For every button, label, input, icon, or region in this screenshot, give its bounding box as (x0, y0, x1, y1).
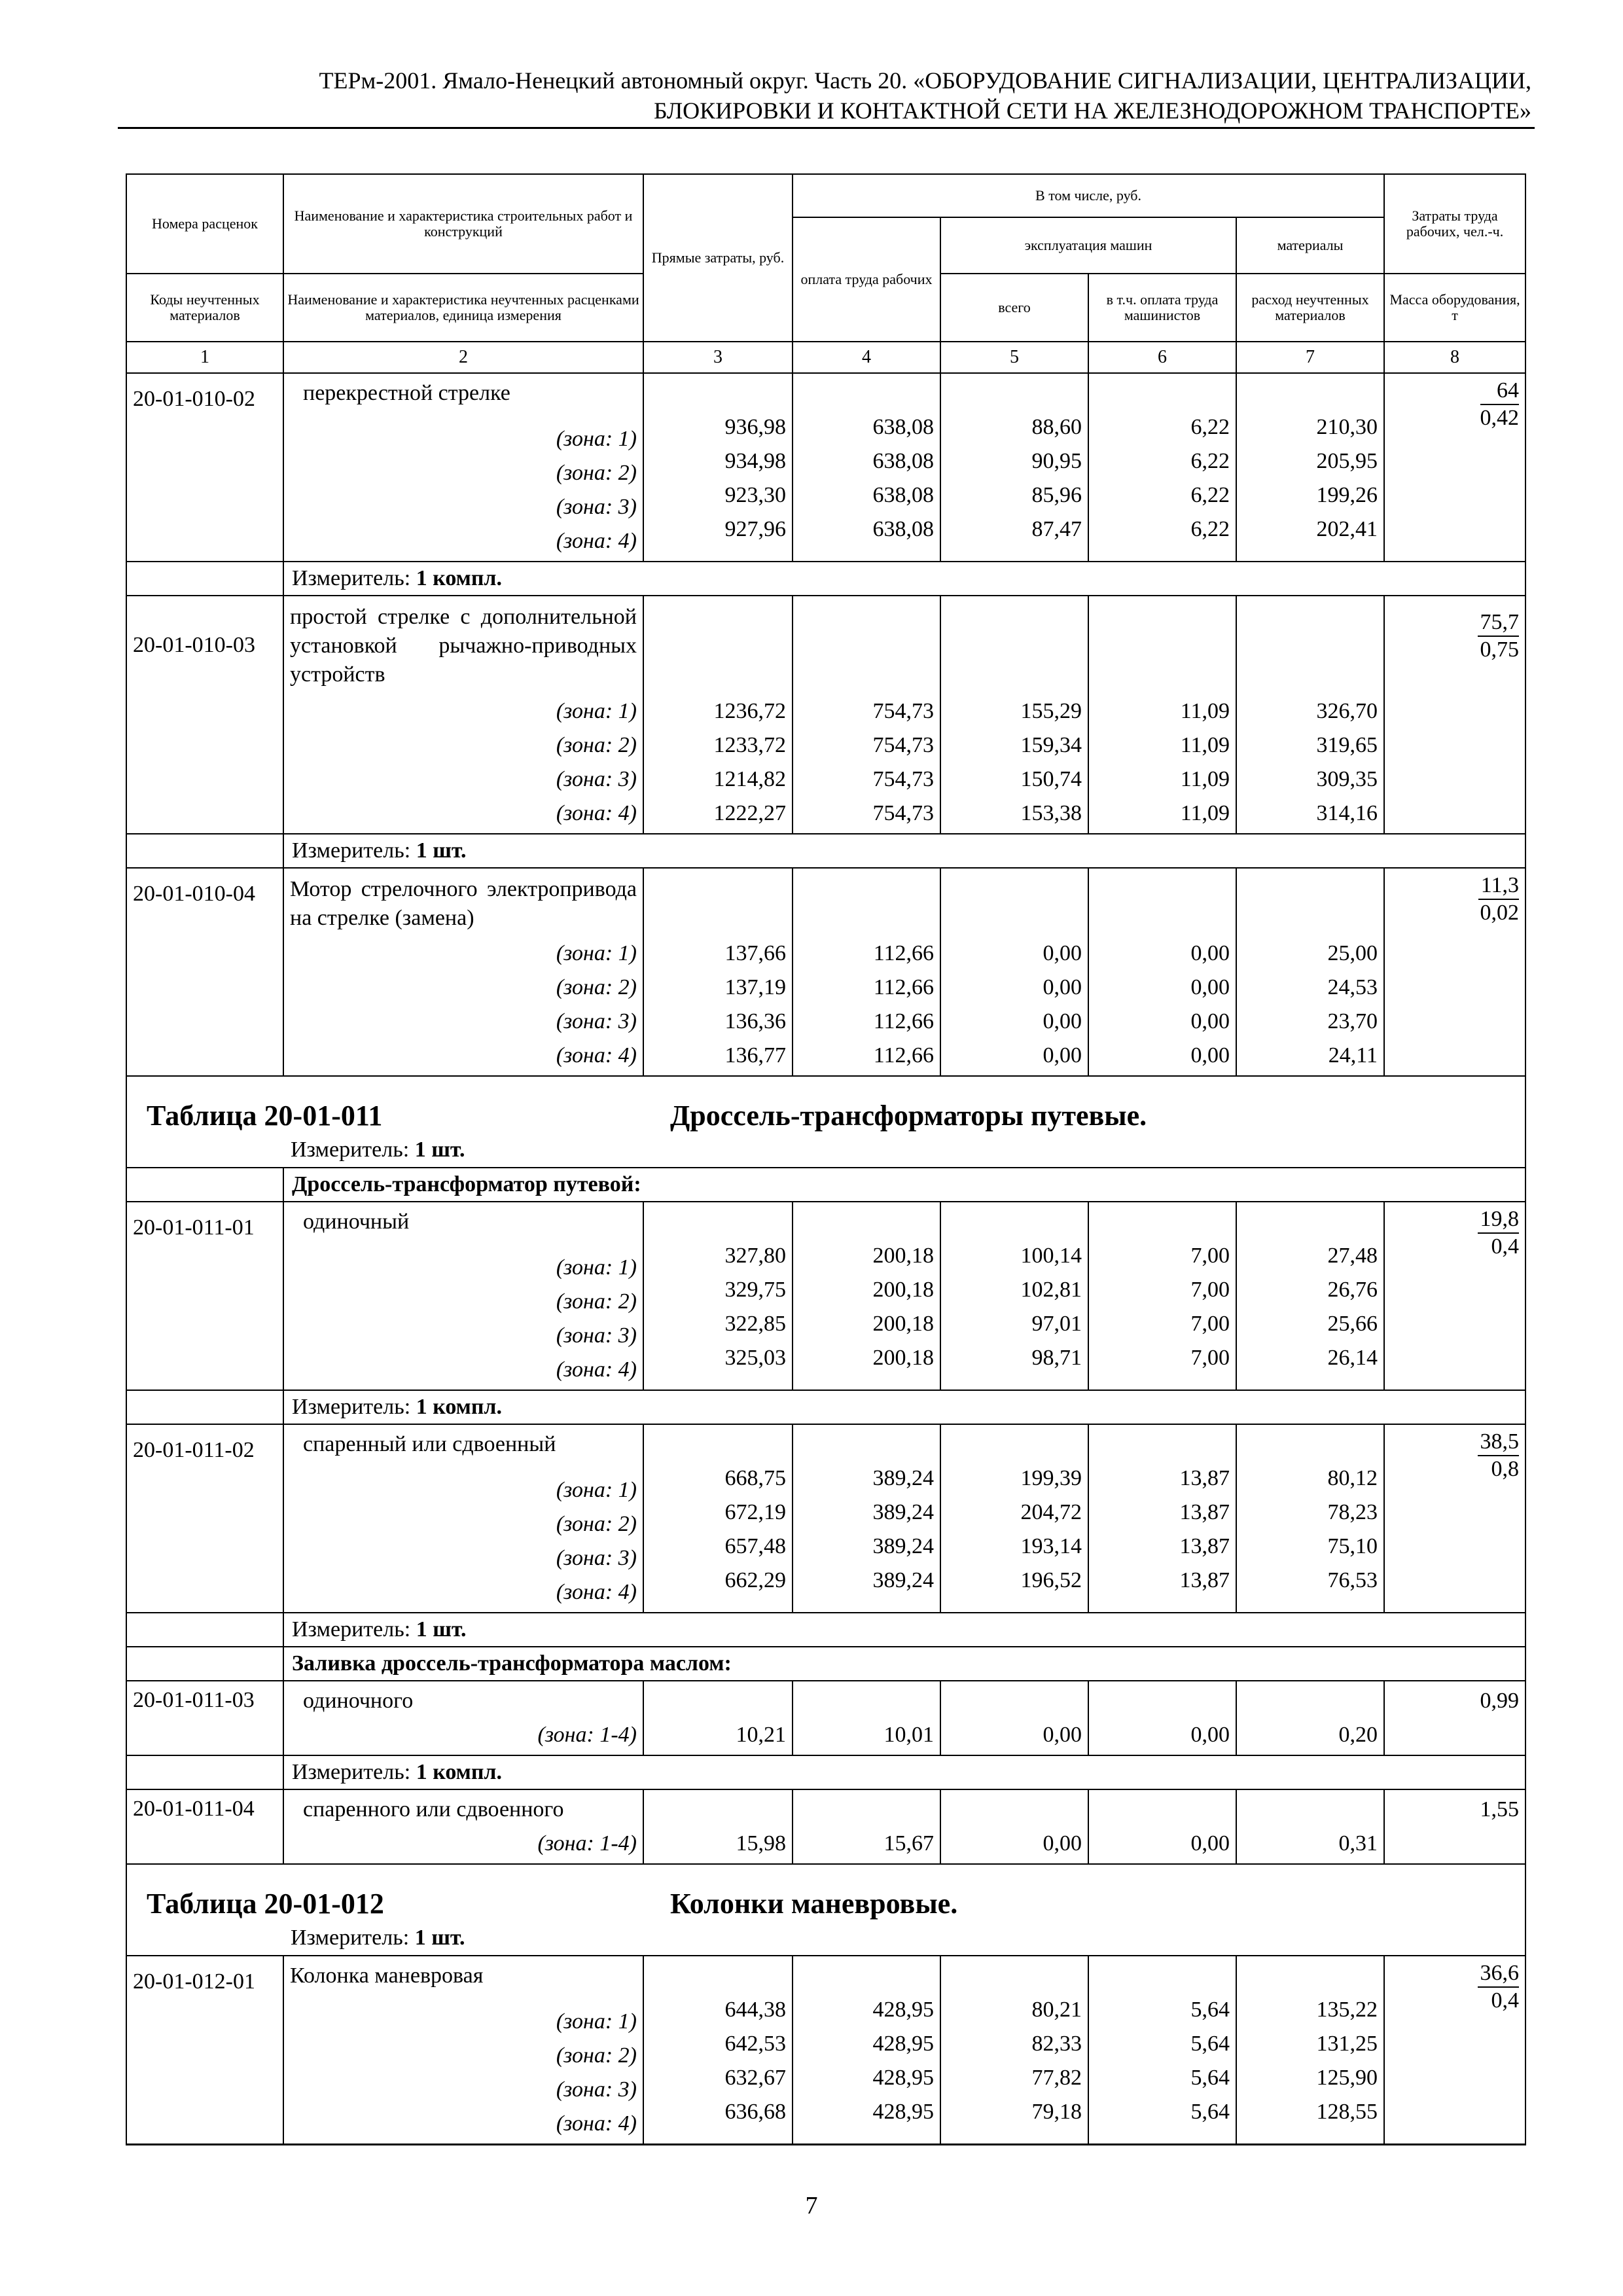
rate-name: Мотор стрелочного электропривода на стрелке (замена) (290, 877, 637, 930)
measure-label: Измеритель: 1 шт. (291, 1138, 465, 1162)
zone-label: (зона: 2) (556, 1289, 637, 1314)
col-header-material-names: Наименование и характеристика неучтенных расценками материалов, единица измерения (283, 274, 643, 342)
rate-name-cell (283, 1424, 643, 1613)
column-number: 8 (1384, 342, 1525, 373)
rate-code: 20-01-011-04 (126, 1789, 283, 1864)
material-costs: 210,30 205,95 199,26 202,41 (1236, 373, 1384, 562)
table-number: Таблица 20-01-012 (147, 1888, 384, 1920)
zone-label: (зона: 1) (556, 941, 637, 965)
zone-label: (зона: 3) (556, 495, 637, 519)
direct-costs: 10,21 (643, 1681, 793, 1755)
table-row (126, 1681, 1525, 1755)
zone-label: (зона: 2) (556, 733, 637, 757)
rates-table (126, 173, 1526, 2145)
measure-row (126, 1390, 1525, 1424)
rate-name: Колонка маневровая (290, 1964, 484, 1988)
header-rule (118, 127, 1535, 129)
operator-costs: 7,00 7,00 7,00 7,00 (1088, 1202, 1236, 1390)
col-header-labor: оплата труда рабочих (793, 217, 940, 342)
labor-costs: 754,73 754,73 754,73 754,73 (793, 596, 940, 834)
table-row (126, 868, 1525, 1076)
labor-mass: $\frac{64}{0,42}$ (1384, 373, 1525, 562)
zone-label: (зона: 3) (556, 767, 637, 791)
direct-costs: 15,98 (643, 1789, 793, 1864)
zone-label: (зона: 1) (556, 2009, 637, 2034)
page-number: 7 (805, 2192, 818, 2219)
table-header-row (126, 174, 1525, 217)
labor-costs: 638,08 638,08 638,08 638,08 (793, 373, 940, 562)
table-row (126, 373, 1525, 562)
rate-name-cell (283, 596, 643, 834)
table-number: Таблица 20-01-011 (147, 1100, 383, 1132)
table-title: Колонки маневровые. (670, 1888, 958, 1920)
zone-label: (зона: 1) (556, 1478, 637, 1502)
direct-costs: 1236,72 1233,72 1214,82 1222,27 (643, 596, 793, 834)
zone-label: (зона: 3) (556, 1009, 637, 1033)
measure-label: Измеритель: 1 компл. (283, 1390, 1525, 1424)
measure-row (126, 1755, 1525, 1789)
operator-costs: 13,87 13,87 13,87 13,87 (1088, 1424, 1236, 1613)
labor-mass: $\frac{11,3}{0,02}$ (1384, 868, 1525, 1076)
labor-costs: 112,66 112,66 112,66 112,66 (793, 868, 940, 1076)
zone-label: (зона: 2) (556, 461, 637, 485)
measure-label: Измеритель: 1 шт. (283, 834, 1525, 868)
column-number: 4 (793, 342, 940, 373)
operator-costs: 0,00 (1088, 1789, 1236, 1864)
zone-label: (зона: 1-4) (537, 1831, 637, 1856)
machine-costs: 0,00 (940, 1789, 1088, 1864)
labor-mass: 0,99 (1384, 1681, 1525, 1755)
measure-label: Измеритель: 1 шт. (291, 1926, 465, 1950)
material-costs: 326,70 319,65 309,35 314,16 (1236, 596, 1384, 834)
col-header-materials: материалы (1236, 217, 1384, 274)
group-label: Дроссель-трансформатор путевой: (283, 1168, 1525, 1202)
rate-name: простой стрелке с дополнительной установкой рычажно-приводных устройств (290, 605, 637, 687)
zone-label: (зона: 4) (556, 1043, 637, 1067)
rate-name-cell (283, 1789, 643, 1864)
direct-costs: 936,98 934,98 923,30 927,96 (643, 373, 793, 562)
labor-costs: 428,95 428,95 428,95 428,95 (793, 1956, 940, 2145)
rate-name-cell (283, 373, 643, 562)
measure-row (126, 1613, 1525, 1647)
zone-label: (зона: 3) (556, 1546, 637, 1570)
col-header-codes: Номера расценок (126, 174, 283, 274)
zone-label: (зона: 3) (556, 2077, 637, 2102)
table-row (126, 1424, 1525, 1613)
group-row (126, 1647, 1525, 1681)
table-row (126, 596, 1525, 834)
column-number: 7 (1236, 342, 1384, 373)
material-costs: 27,48 26,76 25,66 26,14 (1236, 1202, 1384, 1390)
header-line-1: ТЕРм-2001. Ямало-Ненецкий автономный округ. Часть 20. «ОБОРУДОВАНИЕ СИГНАЛИЗАЦИИ, ЦЕНТРАЛИЗАЦИИ, (319, 67, 1531, 94)
table-row (126, 1956, 1525, 2145)
labor-mass: $\frac{75,7}{0,75}$ (1384, 596, 1525, 834)
col-header-unaccounted: расход неучтенных материалов (1236, 274, 1384, 342)
direct-costs: 327,80 329,75 322,85 325,03 (643, 1202, 793, 1390)
operator-costs: 6,22 6,22 6,22 6,22 (1088, 373, 1236, 562)
zone-label: (зона: 2) (556, 1512, 637, 1536)
rate-name: одиночного (303, 1689, 414, 1713)
table-row (126, 1789, 1525, 1864)
zone-label: (зона: 2) (556, 975, 637, 999)
page-header (124, 65, 1531, 126)
machine-costs: 100,14 102,81 97,01 98,71 (940, 1202, 1088, 1390)
col-header-labor-cost: Затраты труда рабочих, чел.-ч. (1384, 174, 1525, 274)
zone-label: (зона: 4) (556, 1580, 637, 1604)
measure-label: Измеритель: 1 компл. (283, 1755, 1525, 1789)
rate-name: перекрестной стрелке (303, 381, 510, 405)
col-header-direct: Прямые затраты, руб. (643, 174, 793, 342)
rate-code: 20-01-012-01 (126, 1956, 283, 2145)
labor-mass: 1,55 (1384, 1789, 1525, 1864)
zone-label: (зона: 1) (556, 699, 637, 723)
labor-costs: 200,18 200,18 200,18 200,18 (793, 1202, 940, 1390)
col-header-operators: в т.ч. оплата труда машинистов (1088, 274, 1236, 342)
rate-code: 20-01-010-02 (126, 373, 283, 562)
zone-label: (зона: 4) (556, 1357, 637, 1382)
col-header-machines-total: всего (940, 274, 1088, 342)
section-title-row (126, 1864, 1525, 1956)
rate-name: спаренный или сдвоенный (303, 1432, 556, 1456)
column-number: 5 (940, 342, 1088, 373)
labor-costs: 15,67 (793, 1789, 940, 1864)
rate-name-cell (283, 1956, 643, 2145)
operator-costs: 5,64 5,64 5,64 5,64 (1088, 1956, 1236, 2145)
operator-costs: 11,09 11,09 11,09 11,09 (1088, 596, 1236, 834)
rate-code: 20-01-011-01 (126, 1202, 283, 1390)
measure-row (126, 834, 1525, 868)
column-number: 2 (283, 342, 643, 373)
rate-code: 20-01-010-03 (126, 596, 283, 834)
rate-code: 20-01-011-02 (126, 1424, 283, 1613)
column-numbers-row (126, 342, 1525, 373)
labor-mass: $\frac{19,8}{0,4}$ (1384, 1202, 1525, 1390)
table-row (126, 1202, 1525, 1390)
rate-name-cell (283, 1202, 643, 1390)
material-costs: 0,20 (1236, 1681, 1384, 1755)
zone-label: (зона: 2) (556, 2043, 637, 2068)
col-header-mass: Масса оборудования, т (1384, 274, 1525, 342)
material-costs: 80,12 78,23 75,10 76,53 (1236, 1424, 1384, 1613)
machine-costs: 199,39 204,72 193,14 196,52 (940, 1424, 1088, 1613)
machine-costs: 80,21 82,33 77,82 79,18 (940, 1956, 1088, 2145)
table-title: Дроссель-трансформаторы путевые. (670, 1100, 1147, 1132)
labor-mass: $\frac{38,5}{0,8}$ (1384, 1424, 1525, 1613)
material-costs: 135,22 131,25 125,90 128,55 (1236, 1956, 1384, 2145)
direct-costs: 668,75 672,19 657,48 662,29 (643, 1424, 793, 1613)
labor-costs: 389,24 389,24 389,24 389,24 (793, 1424, 940, 1613)
zone-label: (зона: 3) (556, 1323, 637, 1348)
machine-costs: 88,60 90,95 85,96 87,47 (940, 373, 1088, 562)
machine-costs: 155,29 159,34 150,74 153,38 (940, 596, 1088, 834)
labor-mass: $\frac{36,6}{0,4}$ (1384, 1956, 1525, 2145)
section-title-row (126, 1076, 1525, 1168)
rate-code: 20-01-011-03 (126, 1681, 283, 1755)
rate-name: спаренного или сдвоенного (303, 1797, 564, 1821)
zone-label: (зона: 4) (556, 2111, 637, 2136)
column-number: 1 (126, 342, 283, 373)
rate-name-cell (283, 1681, 643, 1755)
column-number: 6 (1088, 342, 1236, 373)
zone-label: (зона: 1) (556, 427, 637, 451)
measure-label: Измеритель: 1 шт. (283, 1613, 1525, 1647)
material-costs: 0,31 (1236, 1789, 1384, 1864)
col-header-material-codes: Коды неучтенных материалов (126, 274, 283, 342)
measure-row (126, 562, 1525, 596)
col-header-machines: эксплуатация машин (940, 217, 1236, 274)
header-line-2: БЛОКИРОВКИ И КОНТАКТНОЙ СЕТИ НА ЖЕЛЕЗНОДОРОЖНОМ ТРАНСПОРТЕ» (653, 98, 1531, 124)
zone-label: (зона: 1) (556, 1255, 637, 1280)
measure-label: Измеритель: 1 компл. (283, 562, 1525, 596)
material-costs: 25,00 24,53 23,70 24,11 (1236, 868, 1384, 1076)
direct-costs: 644,38 642,53 632,67 636,68 (643, 1956, 793, 2145)
machine-costs: 0,00 (940, 1681, 1088, 1755)
operator-costs: 0,00 0,00 0,00 0,00 (1088, 868, 1236, 1076)
rate-name: одиночный (303, 1210, 410, 1234)
col-header-group: В том числе, руб. (793, 174, 1384, 217)
zone-label: (зона: 4) (556, 529, 637, 553)
zone-label: (зона: 4) (556, 801, 637, 825)
labor-costs: 10,01 (793, 1681, 940, 1755)
col-header-name: Наименование и характеристика строительных работ и конструкций (283, 174, 643, 274)
group-row (126, 1168, 1525, 1202)
rate-name-cell (283, 868, 643, 1076)
zone-label: (зона: 1-4) (537, 1723, 637, 1747)
rate-code: 20-01-010-04 (126, 868, 283, 1076)
direct-costs: 137,66 137,19 136,36 136,77 (643, 868, 793, 1076)
group-label: Заливка дроссель-трансформатора маслом: (283, 1647, 1525, 1681)
operator-costs: 0,00 (1088, 1681, 1236, 1755)
column-number: 3 (643, 342, 793, 373)
machine-costs: 0,00 0,00 0,00 0,00 (940, 868, 1088, 1076)
